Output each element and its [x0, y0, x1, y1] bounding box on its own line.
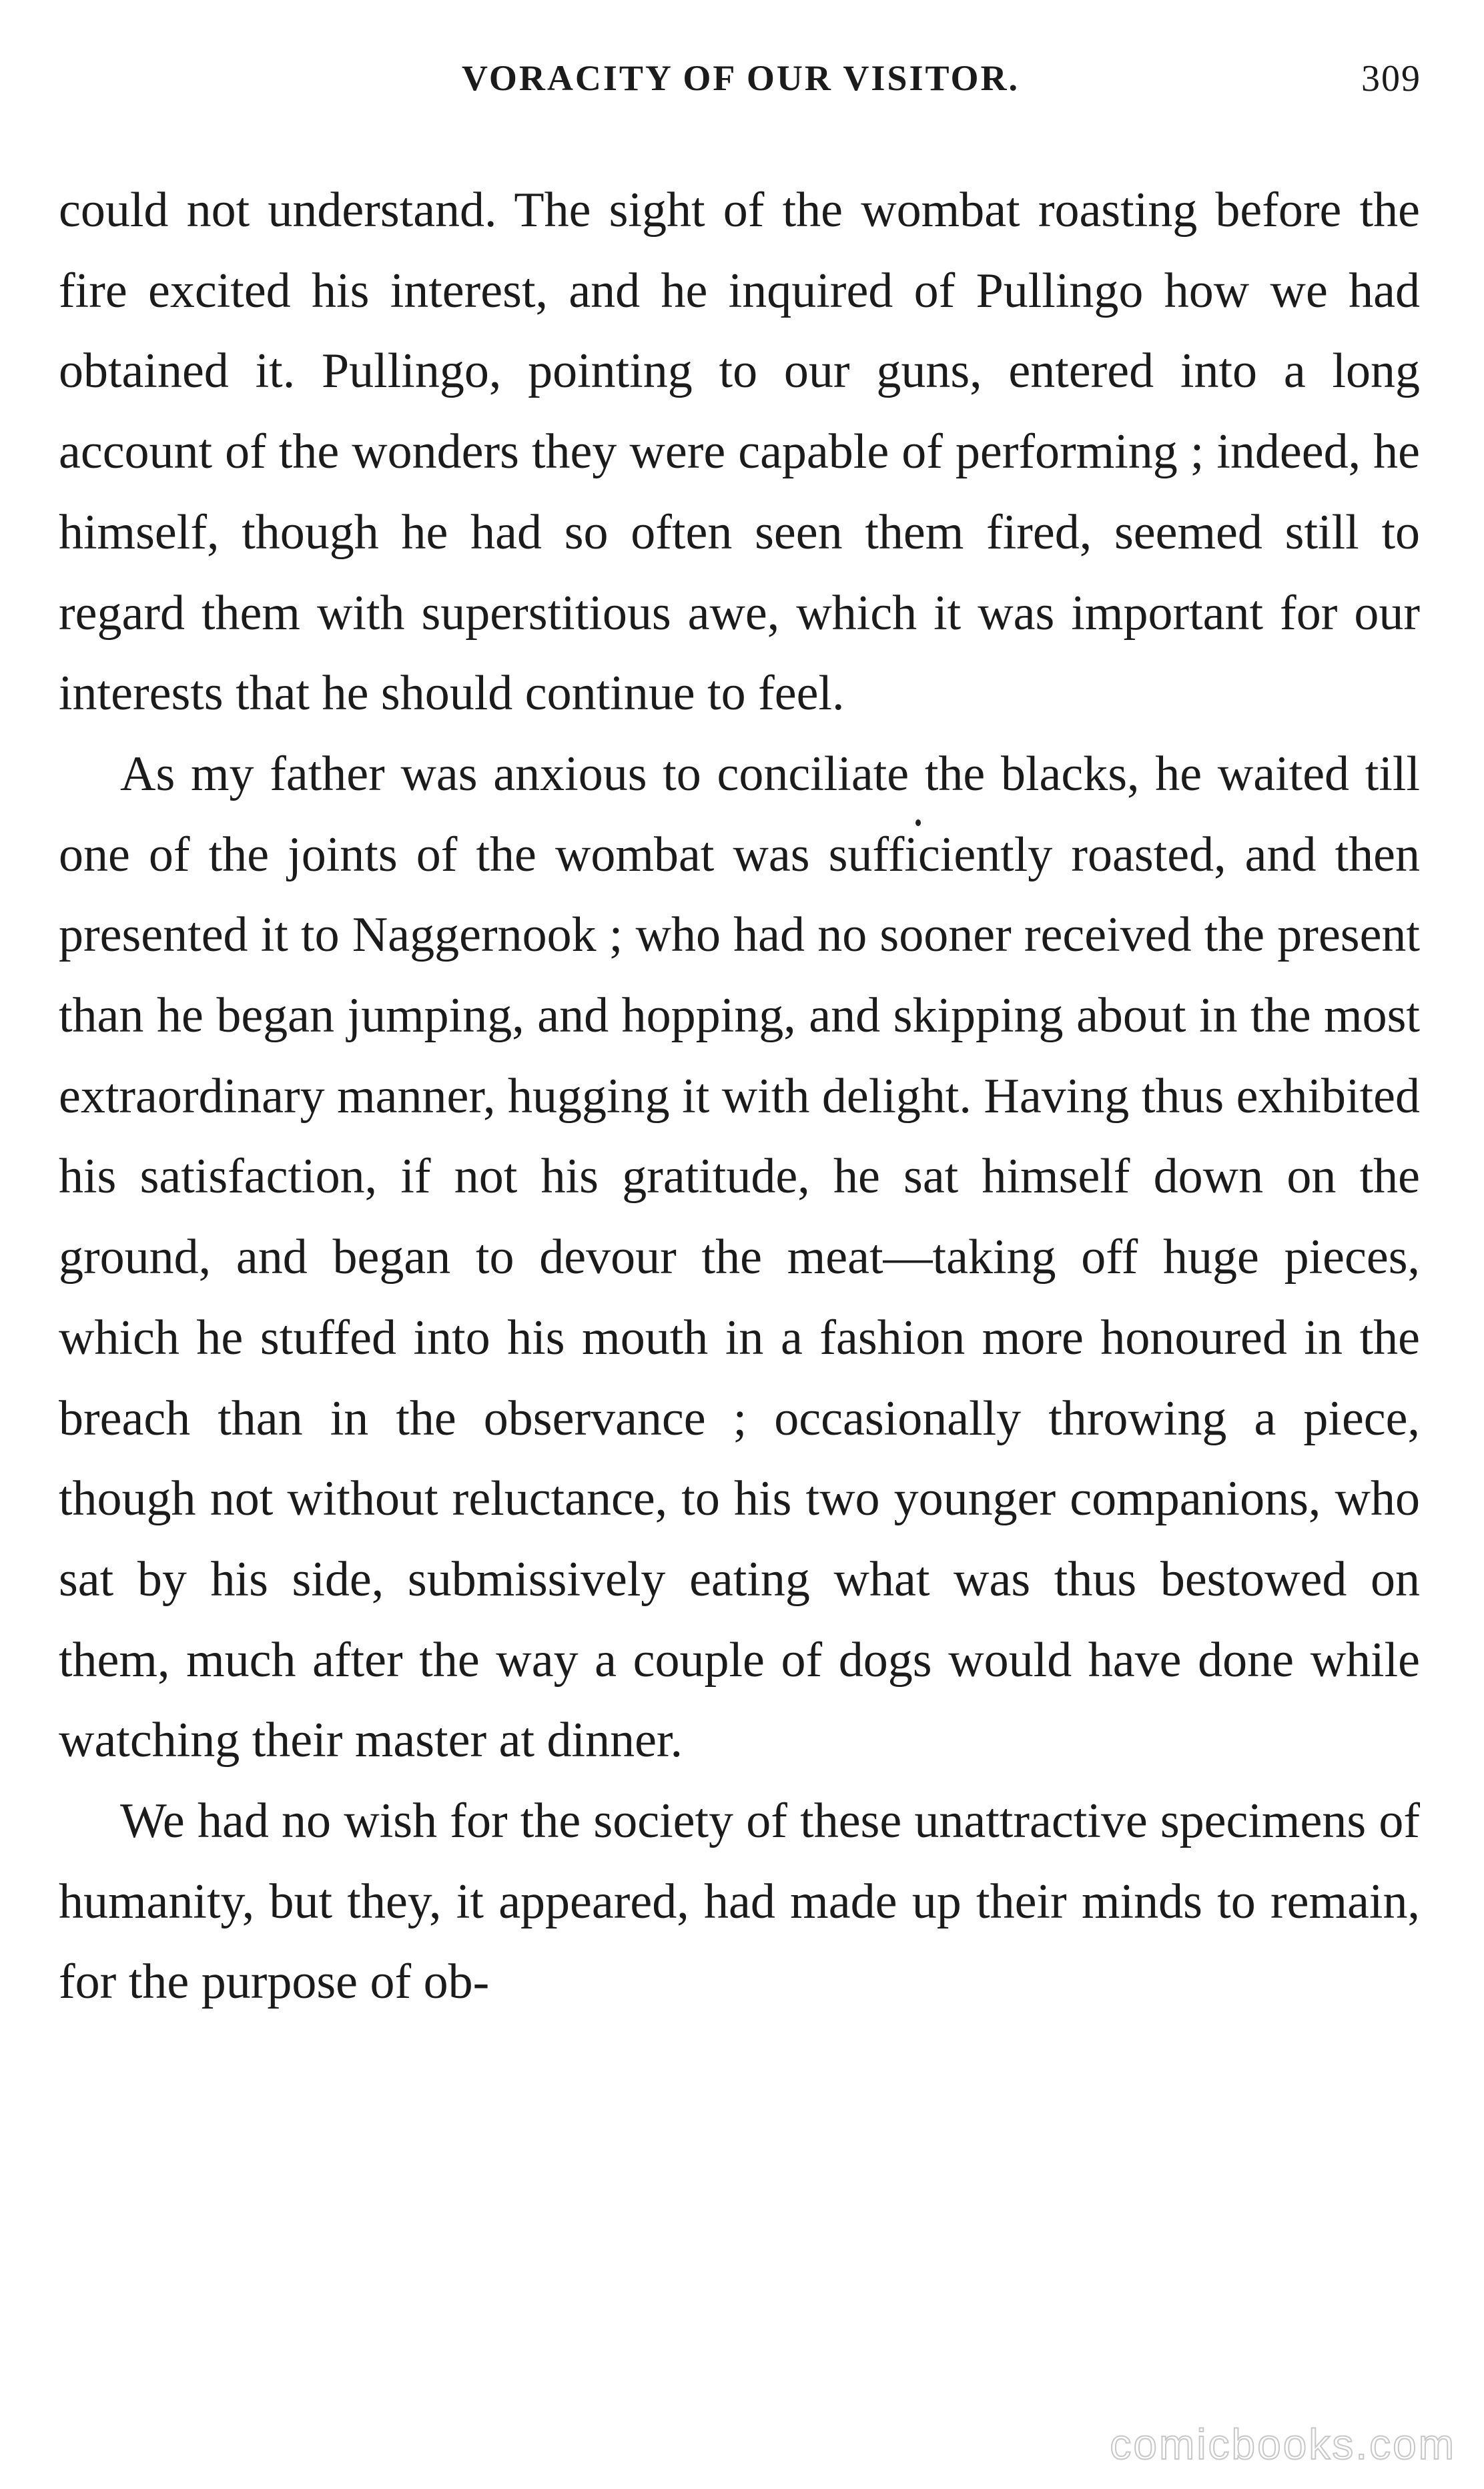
- running-head: [60, 57, 1421, 117]
- body-text: [59, 170, 1420, 2023]
- paragraph-2: As my father was anxious to conciliate the blacks, he waited till one of the joints of the wombat was sufficiently roasted, and then presented it to Naggernook ; who had no sooner received the present than he began jumping, and hopping, and skipping about in the most extraordinary manner, hugging it with delight. Having thus exhibited his satisfaction, if not his gratitude, he sat himself down on the ground, and began to devour the meat—taking off huge pieces, which he stuffed into his mouth in a fashion more honoured in the breach than in the observance ; occasionally throwing a piece, though not without reluctance, to his two younger companions, who sat by his side, submissively eating what was thus bestowed on them, much after the way a couple of dogs would have done while watching their master at dinner.: [59, 746, 1420, 1768]
- paragraph-1: could not understand. The sight of the wombat roasting before the fire excited his interest, and he inquired of Pullingo how we had obtained it. Pullingo, pointing to our guns, entered into a long account of the wonders they were capable of performing ; indeed, he himself, though he had so often seen them fired, seemed still to regard them with superstitious awe, which it was important for our interests that he should continue to feel.: [59, 183, 1420, 721]
- print-speck: [915, 819, 921, 826]
- watermark: comicbooks.com: [1110, 2420, 1456, 2468]
- running-title: VORACITY OF OUR VISITOR.: [461, 58, 1020, 98]
- page-number: 309: [1361, 58, 1421, 99]
- paragraph-3: We had no wish for the society of these unattractive specimens of humanity, but they, it appeared, had made up their minds to remain, for the purpose of ob-: [59, 1794, 1420, 2010]
